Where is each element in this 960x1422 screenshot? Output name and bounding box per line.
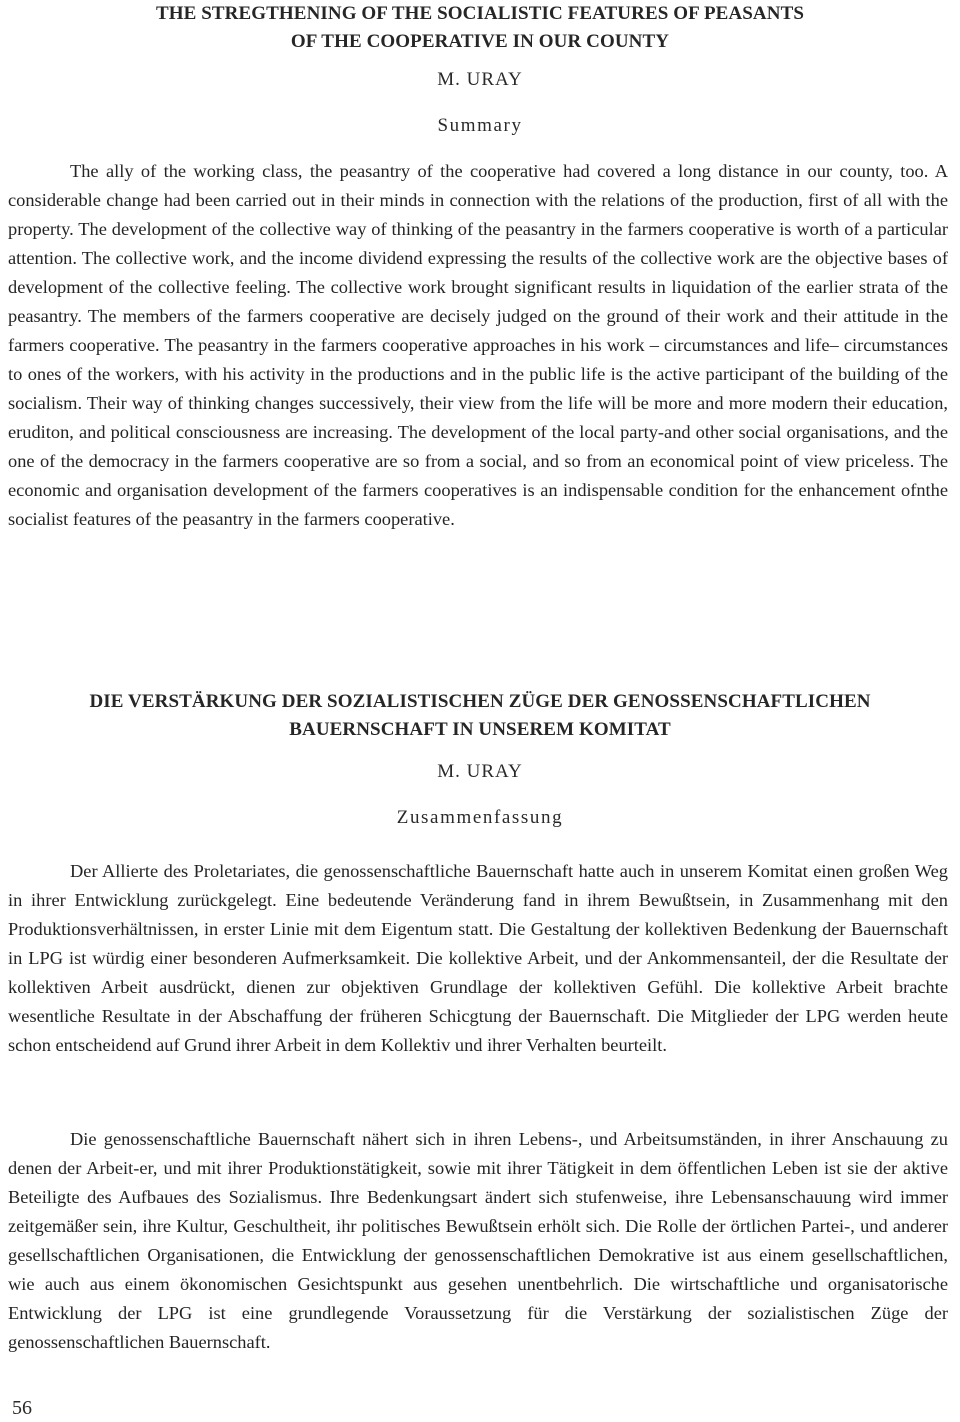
german-title-line-2: BAUERNSCHAFT IN UNSEREM KOMITAT — [289, 719, 671, 740]
german-summary-label: Zusammenfassung — [396, 807, 564, 828]
german-summary-body-1 — [0, 857, 960, 1060]
german-title — [0, 688, 960, 744]
english-author: M. URAY — [437, 69, 523, 90]
english-summary-paragraph: The ally of the working class, the peasantry of the cooperative had covered a long distance in our county, too. A considerable change had been carried out in their minds in connection with the relations of the production, first of all with the property. The development of the collective way of thinking of the peasantry in the farmers cooperative is worth of a particular attention. The collective work, and the income dividend expressing the results of the collective work are the objective bases of development of the collective feeling. The collective work brought significant results in liquidation of the earlier strata of the peasantry. The members of the farmers cooperative are decisely judged on the ground of their work and their attitude in the farmers cooperative. The peasantry in the farmers cooperative approaches in his work – circumstances and life– circumstances to ones of the workers, with his activity in the productions and in the public life is the active participant of the building of the socialism. Their way of thinking changes successively, their view from the life will be more and more modern their education, eruditon, and political consciousness are increasing. The development of the local party-and other social organisations, and the one of the democracy in the farmers cooperative are so from a social, and so from an economical point of view priceless. The economic and organisation development of the farmers cooperatives is an indispensable condition for the enhancement ofnthe socialist features of the peasantry in the farmers cooperative. — [8, 161, 948, 529]
german-title-line-1: DIE VERSTÄRKUNG DER SOZIALISTISCHEN ZÜGE DER GENOSSENSCHAFTLICHEN — [89, 691, 871, 712]
english-title-line-2: OF THE COOPERATIVE IN OUR COUNTY — [290, 31, 670, 52]
german-author: M. URAY — [437, 761, 523, 782]
english-summary-body — [0, 157, 960, 534]
english-title-line-1: THE STREGTHENING OF THE SOCIALISTIC FEATURES OF PEASANTS — [155, 3, 805, 24]
english-summary-label: Summary — [437, 115, 523, 136]
english-title — [0, 0, 960, 56]
german-summary-paragraph-2: Die genossenschaftliche Bauernschaft nähert sich in ihren Lebens-, und Arbeitsumständen, in ihrer Anschauung zu denen der Arbeit-er, und mit ihrer Produktionstätigkeit, sowie mit ihrer Tätigkeit in dem öffentlichen Leben ist sie der aktive Beteiligte des Aufbaues des Sozialismus. Ihre Bedenkungsart ändert sich stufenweise, ihre Lebensanschauung wird immer zeitgemäßer sein, ihre Kultur, Geschultheit, ihr politisches Bewußtsein erhölt sich. Die Rolle der örtlichen Partei-, und anderer gesellschaftlichen Organisationen, die Entwicklung der genossenschaftlichen Demokrative ist aus einem gesellschaftlichen, wie auch aus einem ökonomischen Gesichtspunkt aus gesehen unentbehrlich. Die wirtschaftliche und organisatorische Entwicklung der LPG ist eine grundlegende Voraussetzung für die Verstärkung der sozialistischen Züge der genossenschaftlichen Bauernschaft. — [8, 1129, 948, 1352]
german-summary-body-2 — [0, 1125, 960, 1357]
page-number: 56 — [12, 1397, 32, 1419]
german-summary-paragraph-1: Der Allierte des Proletariates, die genossenschaftliche Bauernschaft hatte auch in unserem Komitat einen großen Weg in ihrer Entwicklung zurückgelegt. Eine bedeutende Veränderung fand in ihrem Bewußtsein, in Zusammenhang mit den Produktionsverhältnissen, in erster Linie mit dem Eigentum statt. Die Gestaltung der kollektiven Bedenkung der Bauernschaft in LPG ist würdig einer besonderen Aufmerksamkeit. Die kollektive Arbeit, und der Ankommensanteil, der die Resultate der kollektiven Arbeit ausdrückt, dienen zur objektiven Grundlage der kollektiven Gefühl. Die kollektive Arbeit brachte wesentliche Resultate in der Abschaffung der früheren Schicgtung der Bauernschaft. Die Mitglieder der LPG werden heute schon entscheidend auf Grund ihrer Arbeit in dem Kollektiv und ihrer Verhalten beurteilt. — [8, 861, 948, 1055]
